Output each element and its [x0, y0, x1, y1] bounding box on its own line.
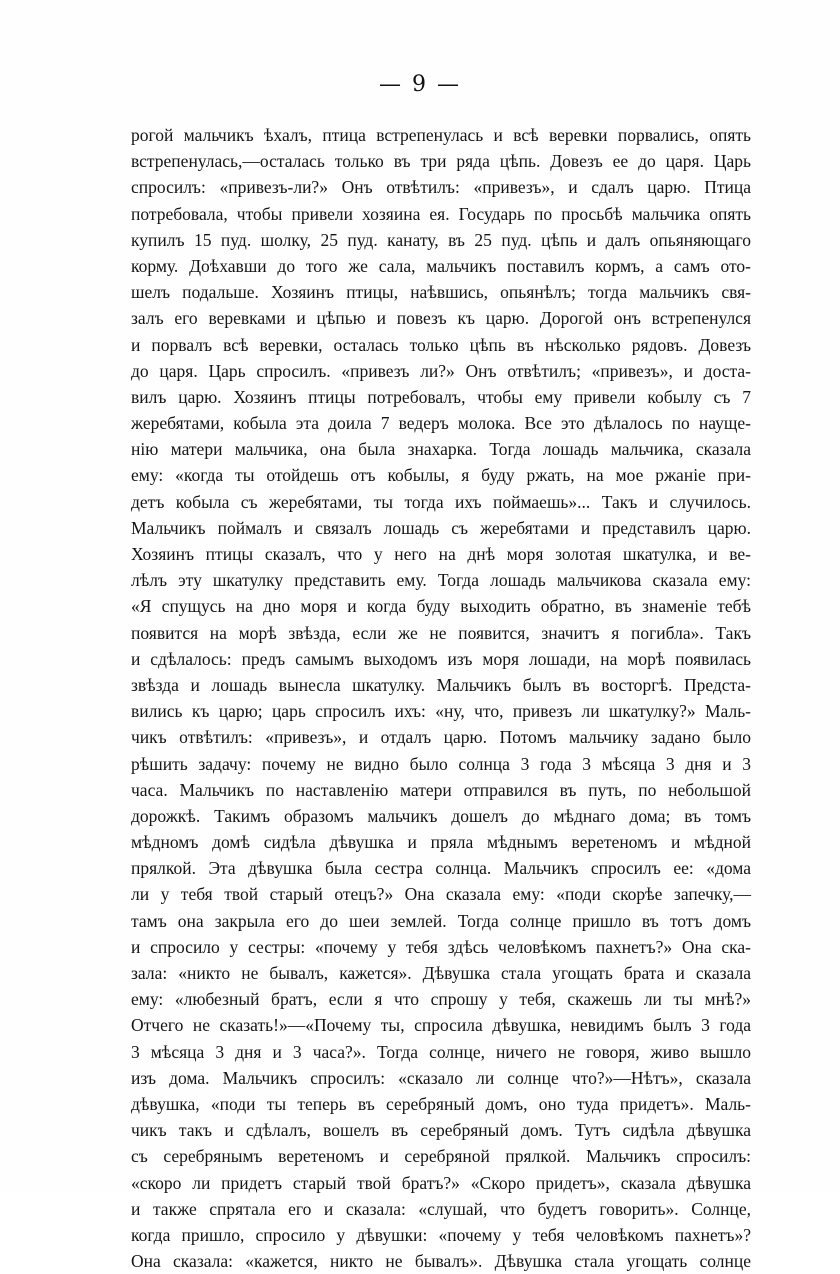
text-line: корму. Доѣхавши до того же сала, мальчикъ поставилъ кормъ, а самъ ото-: [131, 255, 751, 276]
text-line: Она сказала: «кажется, никто не бывалъ». Дѣвушка стала угощать солнце: [131, 1251, 751, 1272]
text-line: съ серебрянымъ веретеномъ и серебряной прялкой. Мальчикъ спросилъ:: [131, 1146, 751, 1167]
text-line: шелъ подальше. Хозяинъ птицы, наѣвшись, опьянѣлъ; тогда мальчикъ свя-: [131, 282, 751, 303]
text-line: часа. Мальчикъ по наставленію матери отправился въ путь, по небольшой: [131, 779, 751, 800]
text-line: Отчего не сказать!»—«Почему ты, спросила дѣвушка, невидимъ былъ 3 года: [131, 1015, 751, 1036]
text-line: тамъ она закрыла его до шеи землей. Тогда солнце пришло въ тотъ домъ: [131, 910, 751, 931]
text-line: дѣвушка, «поди ты теперь въ серебряный домъ, оно туда придетъ». Маль-: [131, 1093, 751, 1114]
text-line: нію матери мальчика, она была знахарка. Тогда лошадь мальчика, сказала: [131, 439, 751, 460]
text-line: появится на морѣ звѣзда, если же не появится, значитъ я погибла». Такъ: [131, 622, 751, 643]
text-line: зала: «никто не бывалъ, кажется». Дѣвушка стала угощать брата и сказала: [131, 963, 751, 983]
text-line: прялкой. Эта дѣвушка была сестра солнца. Мальчикъ спросилъ ее: «дома: [131, 858, 751, 879]
text-line: звѣзда и лошадь вынесла шкатулку. Мальчикъ былъ въ восторгѣ. Предста-: [131, 674, 751, 695]
text-line: «Я спущусь на дно моря и когда буду выходить обратно, въ знаменіе тебѣ: [131, 596, 751, 617]
text-line: и сдѣлалось: предъ самымъ выходомъ изъ моря лошади, на морѣ появилась: [131, 648, 751, 669]
text-line: и порвалъ всѣ веревки, осталась только цѣпь въ нѣсколько рядовъ. Довезъ: [131, 334, 751, 355]
text-line: чикъ отвѣтилъ: «привезъ», и отдалъ царю. Потомъ мальчику задано было: [131, 727, 751, 748]
text-line: ли у тебя твой старый отецъ?» Она сказала ему: «поди скорѣе запечку,—: [131, 884, 751, 905]
text-line: вилъ царю. Хозяинъ птицы потребовалъ, чтобы ему привели кобылу съ 7: [131, 386, 751, 407]
text-line: ему: «когда ты отойдешь отъ кобылы, я буду ржать, на мое ржаніе при-: [131, 465, 751, 486]
text-line: когда пришло, спросило у дѣвушки: «почему у тебя человѣкомъ пахнетъ»?: [131, 1224, 751, 1245]
text-line: и спросило у сестры: «почему у тебя здѣсь человѣкомъ пахнетъ?» Она ска-: [131, 936, 751, 957]
text-line: встрепенулась,—осталась только въ три ряда цѣпь. Довезъ ее до царя. Царь: [131, 151, 751, 172]
text-line: ему: «любезный братъ, если я что спрошу у тебя, скажешь ли ты мнѣ?»: [131, 989, 751, 1010]
body-text: [131, 122, 751, 1274]
text-line: лѣлъ эту шкатулку представить ему. Тогда лошадь мальчикова сказала ему:: [131, 570, 751, 591]
text-line: 3 мѣсяца 3 дня и 3 часа?». Тогда солнце, ничего не говоря, живо вышло: [131, 1041, 751, 1062]
text-line: изъ дома. Мальчикъ спросилъ: «сказало ли солнце что?»—Нѣтъ», сказала: [131, 1067, 751, 1088]
text-line: «скоро ли придетъ старый твой братъ?» «Скоро придетъ», сказала дѣвушка: [131, 1172, 751, 1193]
text-line: дорожкѣ. Такимъ образомъ мальчикъ дошелъ до мѣднаго дома; въ томъ: [131, 805, 751, 826]
text-line: спросилъ: «привезъ-ли?» Онъ отвѣтилъ: «привезъ», и сдалъ царю. Птица: [131, 177, 751, 198]
text-line: рѣшить задачу: почему не видно было солнца 3 года 3 мѣсяца 3 дня и 3: [131, 753, 751, 774]
text-line: чикъ такъ и сдѣлалъ, вошелъ въ серебряный домъ. Тутъ сидѣла дѣвушка: [131, 1120, 751, 1141]
text-line: купилъ 15 пуд. шолку, 25 пуд. канату, въ 25 пуд. цѣпь и далъ опьяняющаго: [131, 229, 751, 250]
text-line: Мальчикъ поймалъ и связалъ лошадь съ жеребятами и представилъ царю.: [131, 517, 751, 538]
text-line: Хозяинъ птицы сказалъ, что у него на днѣ моря золотая шкатулка, и ве-: [131, 544, 751, 564]
text-line: детъ кобыла съ жеребятами, ты тогда ихъ поймаешь»... Такъ и случилось.: [131, 491, 751, 512]
text-line: жеребятами, кобыла эта доила 7 ведеръ молока. Все это дѣлалось по наущe-: [131, 413, 751, 434]
text-line: и также спрятала его и сказала: «слушай, что будетъ говорить». Солнце,: [131, 1198, 751, 1219]
text-line: вились къ царю; царь спросилъ ихъ: «ну, что, привезъ ли шкатулку?» Маль-: [131, 701, 751, 722]
text-line: до царя. Царь спросилъ. «привезъ ли?» Онъ отвѣтилъ; «привезъ», и доста-: [131, 360, 751, 381]
text-line: мѣдномъ домѣ сидѣла дѣвушка и пряла мѣднымъ веретеномъ и мѣдной: [131, 832, 751, 853]
text-line: потребовала, чтобы привели хозяина ея. Государь по просьбѣ мальчика опять: [131, 203, 751, 224]
text-line: рогой мальчикъ ѣхалъ, птица встрепенулась и всѣ веревки порвались, опять: [131, 125, 751, 145]
page-number: — 9 —: [379, 72, 461, 97]
text-line: залъ его веревками и цѣпью и повезъ къ царю. Дорогой онъ встрепенулся: [131, 308, 751, 329]
